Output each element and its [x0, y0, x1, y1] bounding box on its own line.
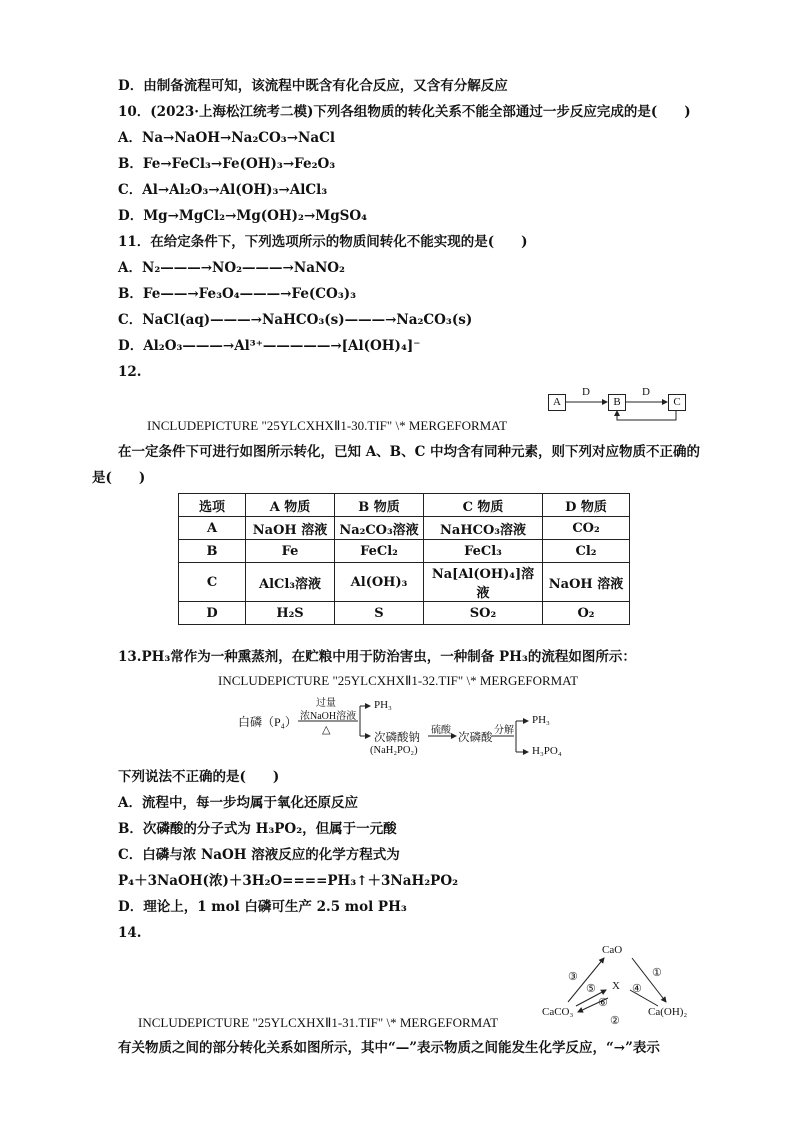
q10-option-c: C．Al→Al₂O₃→Al(OH)₃→AlCl₃ — [118, 182, 328, 198]
q12-stem-line1: 在一定条件下可进行如图所示转化，已知 A、B、C 中均含有同种元素，则下列对应物质不正确的 — [118, 444, 701, 460]
table-cell: D — [179, 602, 246, 625]
q11-option-c: C．NaCl(aq)———→NaHCO₃(s)———→Na₂CO₃(s) — [118, 312, 473, 328]
table-header: C 物质 — [424, 494, 543, 517]
table-cell: NaHCO₃溶液 — [424, 517, 543, 540]
q10-option-a: A．Na→NaOH→Na₂CO₃→NaCl — [118, 130, 335, 146]
flow-acid-label: 硫酸 — [431, 725, 451, 736]
diagram-arrows — [540, 386, 700, 426]
table-header: B 物质 — [335, 494, 424, 517]
diagram-box-b: B — [608, 394, 626, 411]
table-cell: S — [335, 602, 424, 625]
flow-acid: 次磷酸 — [458, 732, 493, 744]
flow-salt-formula: (NaH₂PO₂) — [370, 745, 418, 756]
table-cell: FeCl₃ — [424, 540, 543, 563]
diagram-x: X — [612, 980, 620, 992]
table-cell: Al(OH)₃ — [335, 563, 424, 602]
table-row — [179, 563, 630, 602]
table-cell: C — [179, 563, 246, 602]
table-cell: SO₂ — [424, 602, 543, 625]
diagram-num-6: ⑥ — [598, 997, 608, 1009]
q9-option-d: D．由制备流程可知，该流程中既含有化合反应，又含有分解反应 — [118, 78, 508, 94]
table-cell: AlCl₃溶液 — [246, 563, 335, 602]
table-row — [179, 517, 630, 540]
q12-stem-line2: 是( ) — [92, 470, 146, 486]
flow-excess: 过量 — [316, 698, 336, 709]
table-row — [179, 540, 630, 563]
q13-option-b: B．次磷酸的分子式为 H₃PO₂，但属于一元酸 — [118, 821, 397, 837]
q11-stem: 11．在给定条件下，下列选项所示的物质间转化不能实现的是( ) — [118, 234, 528, 250]
flow-heat: △ — [322, 724, 331, 736]
table-cell: FeCl₂ — [335, 540, 424, 563]
table-header: 选项 — [179, 494, 246, 517]
q12-number: 12. — [118, 364, 142, 380]
diagram-caoh2: Ca(OH)₂ — [648, 1006, 688, 1018]
table-row — [179, 602, 630, 625]
diagram-num-1: ① — [652, 967, 662, 979]
flow-h3po4: H₃PO₄ — [532, 745, 562, 757]
table-cell: NaOH 溶液 — [246, 517, 335, 540]
flow-salt: 次磷酸钠 — [374, 732, 420, 744]
q11-option-a: A．N₂———→NO₂———→NaNO₂ — [118, 260, 345, 276]
table-header: A 物质 — [246, 494, 335, 517]
flow-ph3-top: PH₃ — [374, 699, 392, 711]
diagram-label-d1: D — [582, 386, 590, 398]
table-cell: B — [179, 540, 246, 563]
table-cell: CO₂ — [543, 517, 630, 540]
q14-number: 14. — [118, 925, 142, 941]
diagram-box-c: C — [668, 394, 686, 411]
flow-decompose: 分解 — [494, 725, 514, 736]
diagram-num-4: ④ — [632, 983, 642, 995]
q14-include-field: INCLUDEPICTURE "25YLCXHXⅡ1-31.TIF" \* MERGEFORMAT — [138, 1015, 499, 1030]
q13-flow-diagram — [238, 694, 568, 762]
table-cell: Na₂CO₃溶液 — [335, 517, 424, 540]
diagram-num-3: ③ — [568, 971, 578, 983]
flow-p4: 白磷（P₄） — [238, 715, 297, 729]
q12-include-field: INCLUDEPICTURE "25YLCXHXⅡ1-30.TIF" \* MERGEFORMAT — [147, 418, 508, 433]
table-cell: NaOH 溶液 — [543, 563, 630, 602]
q10-option-b: B．Fe→FeCl₃→Fe(OH)₃→Fe₂O₃ — [118, 156, 336, 172]
table-cell: O₂ — [543, 602, 630, 625]
q10-option-d: D．Mg→MgCl₂→Mg(OH)₂→MgSO₄ — [118, 208, 368, 224]
q13-option-c: C．白磷与浓 NaOH 溶液反应的化学方程式为 — [118, 847, 400, 863]
q10-stem: 10．(2023·上海松江统考二模)下列各组物质的转化关系不能全部通过一步反应完成的是( ) — [118, 104, 691, 120]
flow-ph3-right: PH₃ — [532, 714, 550, 726]
diagram-caco3: CaCO₃ — [542, 1006, 574, 1018]
q13-option-a: A．流程中，每一步均属于氧化还原反应 — [118, 795, 358, 811]
table-header: D 物质 — [543, 494, 630, 517]
table-cell: H₂S — [246, 602, 335, 625]
table-cell: A — [179, 517, 246, 540]
table-cell: Na[Al(OH)₄]溶液 — [424, 563, 543, 602]
q13-option-d: D．理论上，1 mol 白磷可生产 2.5 mol PH₃ — [118, 899, 407, 915]
table-cell: Fe — [246, 540, 335, 563]
diagram-num-5: ⑤ — [586, 983, 596, 995]
q12-options-table — [178, 493, 630, 625]
diagram-box-a: A — [548, 394, 566, 411]
q13-question: 下列说法不正确的是( ) — [118, 769, 280, 785]
q13-include-field: INCLUDEPICTURE "25YLCXHXⅡ1-32.TIF" \* MERGEFORMAT — [218, 673, 579, 688]
q11-option-d: D．Al₂O₃———→Al³⁺—————→[Al(OH)₄]⁻ — [118, 338, 421, 354]
q14-stem: 有关物质之间的部分转化关系如图所示，其中“—”表示物质之间能发生化学反应，“→”表示 — [118, 1040, 660, 1056]
diagram-cao: CaO — [602, 944, 623, 956]
diagram-label-d2: D — [642, 386, 650, 398]
table-cell: Cl₂ — [543, 540, 630, 563]
q13-stem: 13.PH₃常作为一种熏蒸剂，在贮粮中用于防治害虫，一种制备 PH₃的流程如图所示： — [118, 649, 636, 665]
q14-diagram — [540, 944, 700, 1026]
q11-option-b: B．Fe——→Fe₃O₄———→Fe(CO₃)₃ — [118, 286, 357, 302]
flow-naoh: 浓NaOH溶液 — [300, 711, 357, 722]
diagram-num-2: ② — [610, 1015, 620, 1027]
q13-equation: P₄＋3NaOH(浓)＋3H₂O====PH₃↑＋3NaH₂PO₂ — [118, 873, 459, 889]
q12-diagram — [540, 386, 700, 426]
table-header-row — [179, 494, 630, 517]
